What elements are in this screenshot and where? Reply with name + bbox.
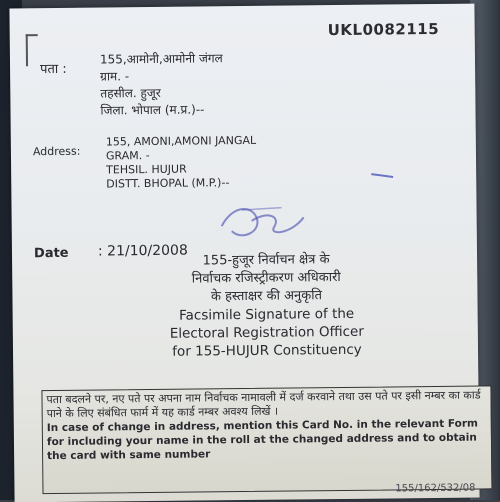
signature-caption: [132, 250, 401, 361]
signature-hindi-line: 155-हुजूर निर्वाचन क्षेत्र के: [202, 252, 330, 269]
hindi-address-line: 155,आमोनी,आमोनी जंगल: [99, 51, 223, 67]
hindi-address-line: जिला. भोपाल (म.प्र.)--: [100, 102, 205, 118]
corner-mark-top: [26, 34, 38, 36]
hindi-address: [100, 50, 223, 119]
english-address-line: 155, AMONI,AMONI JANGAL: [105, 133, 257, 149]
english-address-line: TEHSIL. HUJUR: [106, 162, 187, 177]
english-address-label: Address:: [32, 144, 81, 159]
date-label: Date: [33, 245, 69, 262]
address-change-notice: [41, 385, 492, 494]
hindi-address-label: पता :: [39, 61, 67, 78]
voter-id-card-back: [9, 4, 479, 502]
signature-english-line: Facsimile Signature of the: [178, 305, 355, 324]
notice-hindi: पता बदलने पर, नए पते पर अपना नाम निर्वाचक नामावली में दर्ज करवाने तथा उस पते पर इसी नम्बर का कार्ड पाने के लिए संबंधित फार्म में यह कार्ड नम्बर अवश्य लिखें ।: [46, 388, 481, 421]
notice-english: In case of change in address, mention this Card No. in the relevant Form for including your name in the roll at the changed address and to obtain the card with same number: [46, 417, 478, 463]
signature-hindi-line: निर्वाचक रजिस्ट्रीकरण अधिकारी: [191, 269, 341, 287]
signature-english-line: for 155-HUJUR Constituency: [172, 341, 362, 360]
english-address: [106, 134, 257, 192]
facsimile-signature-icon: [211, 195, 312, 246]
hindi-address-line: ग्राम. -: [100, 69, 130, 84]
signature-english-line: Electoral Registration Officer: [169, 323, 364, 342]
signature-hindi-line: के हस्ताक्षर की अनुकृति: [210, 288, 323, 305]
footer-code: 155/162/532/08: [395, 482, 476, 495]
card-serial-number: UKL0082115: [327, 19, 440, 40]
corner-mark: [26, 34, 28, 66]
english-address-line: DISTT. BHOPAL (M.P.)--: [106, 176, 230, 191]
hindi-address-line: तहसील. हुजूर: [100, 85, 161, 101]
date-value: : 21/10/2008: [97, 242, 188, 260]
english-address-line: GRAM. -: [105, 148, 150, 163]
ink-mark: [371, 173, 393, 178]
